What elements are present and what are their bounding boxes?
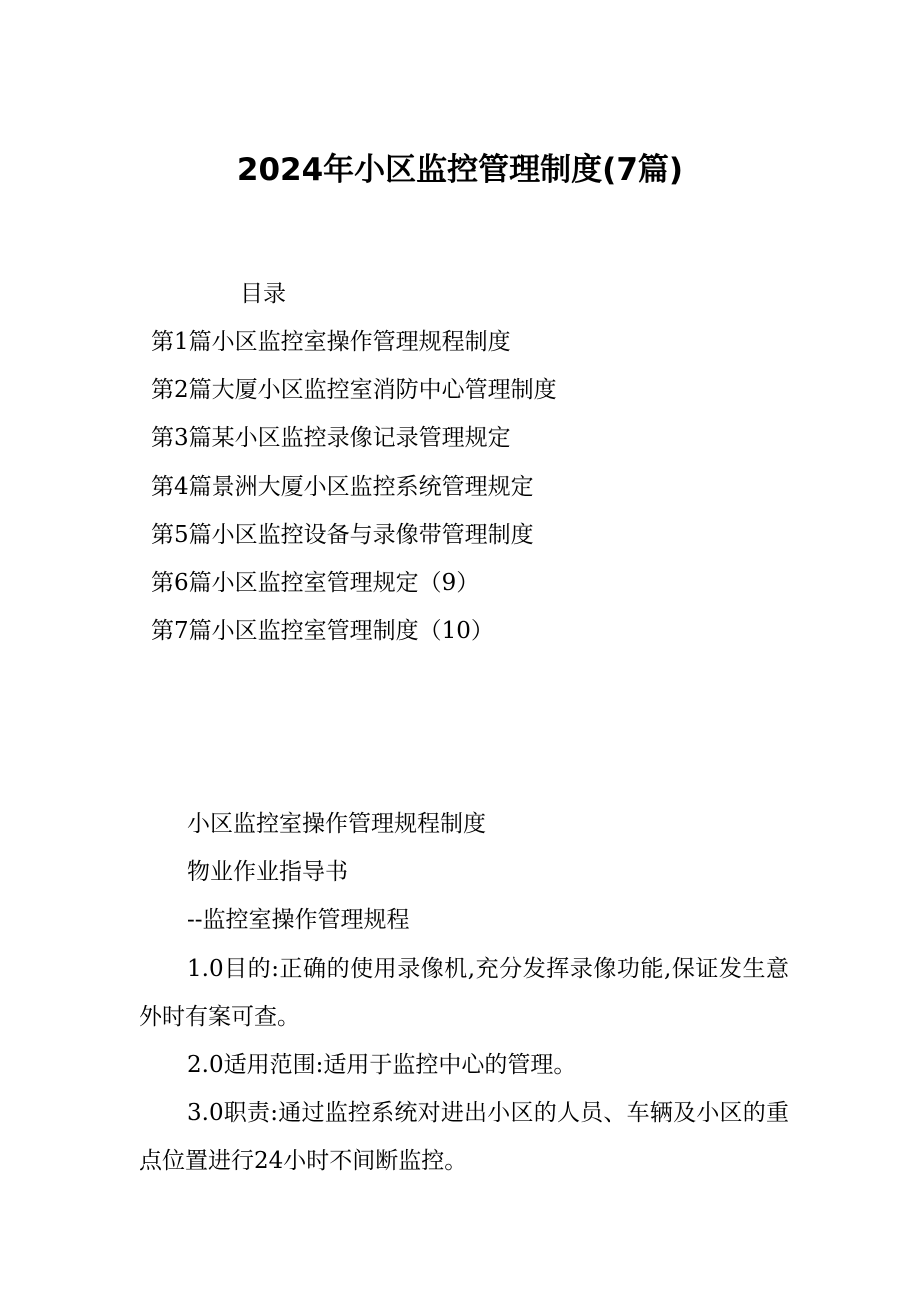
toc-item-2: 第2篇大厦小区监控室消防中心管理制度 [151,377,557,404]
toc-item-7: 第7篇小区监控室管理制度（10） [151,618,494,645]
paragraph-scope: 2.0适用范围:适用于监控中心的管理。 [187,1051,577,1078]
section-subtitle: 物业作业指导书 [187,859,348,886]
section-title: 小区监控室操作管理规程制度 [187,811,486,837]
paragraph-duties: 3.0职责:通过监控系统对进出小区的人员、车辆及小区的重点位置进行24小时不间断监控。 [139,1100,789,1175]
toc-heading: 目录 [240,281,286,307]
toc-item-1: 第1篇小区监控室操作管理规程制度 [151,329,511,355]
toc-item-6: 第6篇小区监控室管理规定（9） [151,569,480,596]
document-body [139,808,789,1194]
paragraph-purpose: 1.0目的:正确的使用录像机,充分发挥录像功能,保证发生意外时有案可查。 [139,955,789,1030]
toc-item-5: 第5篇小区监控设备与录像带管理制度 [151,521,534,548]
toc-list [151,326,557,663]
toc-item-4: 第4篇景洲大厦小区监控系统管理规定 [151,473,534,500]
toc-item-3: 第3篇某小区监控录像记录管理规定 [151,425,511,452]
section-subheading: --监控室操作管理规程 [187,907,410,934]
document-title: 2024年小区监控管理制度(7篇) [236,152,684,188]
